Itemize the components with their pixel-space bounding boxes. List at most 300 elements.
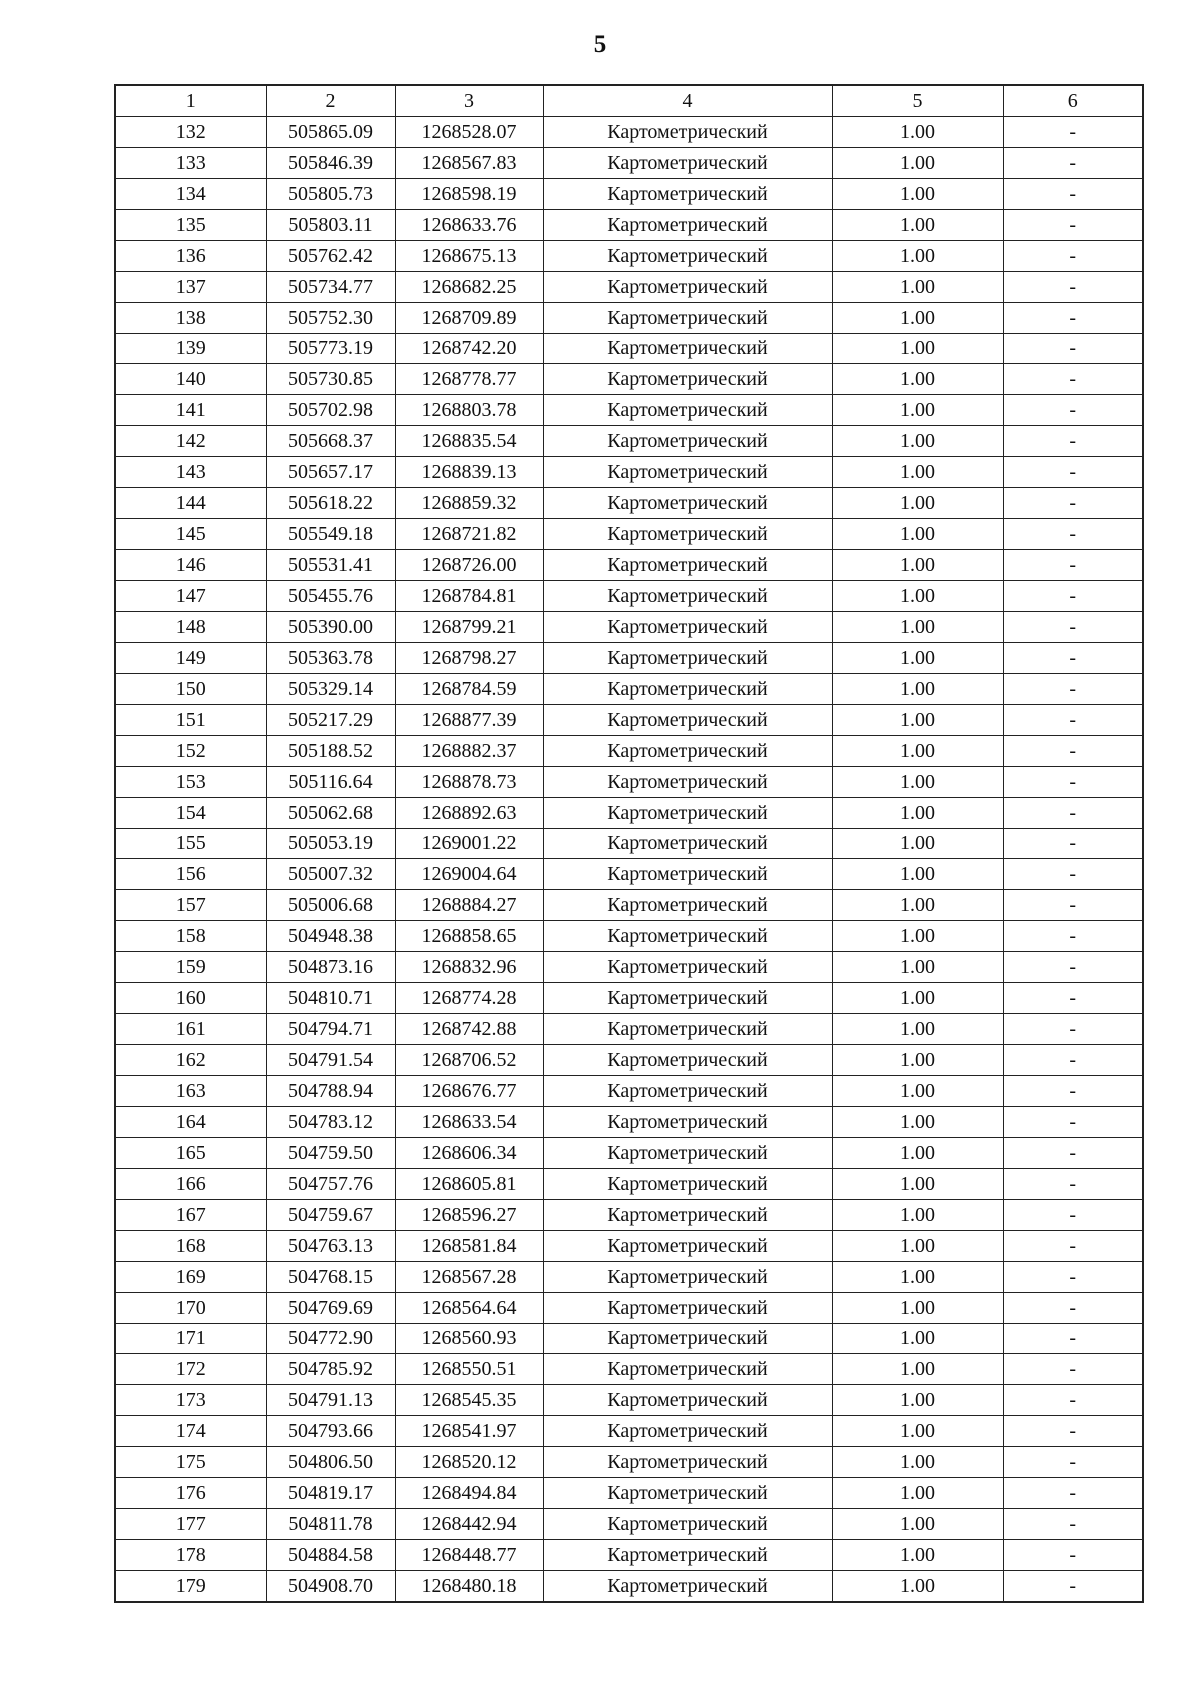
- y-coordinate-cell: 1268799.21: [395, 611, 543, 642]
- description-cell: -: [1003, 1447, 1143, 1478]
- table-row: [115, 828, 1143, 859]
- method-cell: Картометрический: [543, 178, 832, 209]
- accuracy-cell: 1.00: [832, 1385, 1003, 1416]
- method-cell: Картометрический: [543, 1045, 832, 1076]
- x-coordinate-cell: 505730.85: [266, 364, 395, 395]
- method-cell: Картометрический: [543, 1261, 832, 1292]
- y-coordinate-cell: 1269004.64: [395, 859, 543, 890]
- accuracy-cell: 1.00: [832, 983, 1003, 1014]
- y-coordinate-cell: 1268798.27: [395, 642, 543, 673]
- description-cell: -: [1003, 1261, 1143, 1292]
- point-number-cell: 136: [115, 240, 266, 271]
- y-coordinate-cell: 1268633.54: [395, 1106, 543, 1137]
- table-row: [115, 1447, 1143, 1478]
- y-coordinate-cell: 1268545.35: [395, 1385, 543, 1416]
- y-coordinate-cell: 1268605.81: [395, 1168, 543, 1199]
- point-number-cell: 140: [115, 364, 266, 395]
- method-cell: Картометрический: [543, 271, 832, 302]
- table-row: [115, 581, 1143, 612]
- accuracy-cell: 1.00: [832, 550, 1003, 581]
- description-cell: -: [1003, 147, 1143, 178]
- x-coordinate-cell: 505217.29: [266, 704, 395, 735]
- method-cell: Картометрический: [543, 828, 832, 859]
- point-number-cell: 170: [115, 1292, 266, 1323]
- x-coordinate-cell: 504759.67: [266, 1199, 395, 1230]
- coordinates-table: [114, 84, 1144, 1603]
- accuracy-cell: 1.00: [832, 178, 1003, 209]
- accuracy-cell: 1.00: [832, 1323, 1003, 1354]
- point-number-cell: 175: [115, 1447, 266, 1478]
- description-cell: -: [1003, 1106, 1143, 1137]
- method-cell: Картометрический: [543, 302, 832, 333]
- y-coordinate-cell: 1268742.20: [395, 333, 543, 364]
- description-cell: -: [1003, 642, 1143, 673]
- accuracy-cell: 1.00: [832, 890, 1003, 921]
- table-row: [115, 1354, 1143, 1385]
- point-number-cell: 161: [115, 1014, 266, 1045]
- accuracy-cell: 1.00: [832, 581, 1003, 612]
- x-coordinate-cell: 505773.19: [266, 333, 395, 364]
- x-coordinate-cell: 504873.16: [266, 952, 395, 983]
- x-coordinate-cell: 505390.00: [266, 611, 395, 642]
- description-cell: -: [1003, 797, 1143, 828]
- table-row: [115, 859, 1143, 890]
- y-coordinate-cell: 1268784.59: [395, 673, 543, 704]
- y-coordinate-cell: 1268480.18: [395, 1571, 543, 1602]
- method-cell: Картометрический: [543, 1230, 832, 1261]
- description-cell: -: [1003, 890, 1143, 921]
- x-coordinate-cell: 505363.78: [266, 642, 395, 673]
- point-number-cell: 178: [115, 1540, 266, 1571]
- point-number-cell: 176: [115, 1478, 266, 1509]
- description-cell: -: [1003, 828, 1143, 859]
- method-cell: Картометрический: [543, 426, 832, 457]
- x-coordinate-cell: 504759.50: [266, 1137, 395, 1168]
- description-cell: -: [1003, 488, 1143, 519]
- description-cell: -: [1003, 426, 1143, 457]
- description-cell: -: [1003, 1230, 1143, 1261]
- point-number-cell: 155: [115, 828, 266, 859]
- accuracy-cell: 1.00: [832, 1540, 1003, 1571]
- table-row: [115, 642, 1143, 673]
- point-number-cell: 157: [115, 890, 266, 921]
- accuracy-cell: 1.00: [832, 147, 1003, 178]
- method-cell: Картометрический: [543, 1509, 832, 1540]
- y-coordinate-cell: 1268839.13: [395, 457, 543, 488]
- table-row: [115, 550, 1143, 581]
- method-cell: Картометрический: [543, 1106, 832, 1137]
- column-header-6: 6: [1003, 85, 1143, 116]
- table-row: [115, 673, 1143, 704]
- accuracy-cell: 1.00: [832, 735, 1003, 766]
- accuracy-cell: 1.00: [832, 828, 1003, 859]
- description-cell: -: [1003, 209, 1143, 240]
- point-number-cell: 139: [115, 333, 266, 364]
- point-number-cell: 133: [115, 147, 266, 178]
- y-coordinate-cell: 1268877.39: [395, 704, 543, 735]
- y-coordinate-cell: 1268884.27: [395, 890, 543, 921]
- method-cell: Картометрический: [543, 611, 832, 642]
- description-cell: -: [1003, 735, 1143, 766]
- x-coordinate-cell: 504791.54: [266, 1045, 395, 1076]
- x-coordinate-cell: 505702.98: [266, 395, 395, 426]
- y-coordinate-cell: 1268859.32: [395, 488, 543, 519]
- point-number-cell: 132: [115, 116, 266, 147]
- accuracy-cell: 1.00: [832, 1168, 1003, 1199]
- x-coordinate-cell: 504794.71: [266, 1014, 395, 1045]
- description-cell: -: [1003, 395, 1143, 426]
- x-coordinate-cell: 505188.52: [266, 735, 395, 766]
- point-number-cell: 141: [115, 395, 266, 426]
- table-row: [115, 1292, 1143, 1323]
- page-number: 5: [593, 31, 607, 58]
- table-row: [115, 147, 1143, 178]
- column-header-1: 1: [115, 85, 266, 116]
- table-row: [115, 1168, 1143, 1199]
- method-cell: Картометрический: [543, 364, 832, 395]
- y-coordinate-cell: 1268778.77: [395, 364, 543, 395]
- column-header-3: 3: [395, 85, 543, 116]
- method-cell: Картометрический: [543, 1137, 832, 1168]
- table-row: [115, 1478, 1143, 1509]
- description-cell: -: [1003, 240, 1143, 271]
- y-coordinate-cell: 1268726.00: [395, 550, 543, 581]
- method-cell: Картометрический: [543, 1478, 832, 1509]
- column-header-2: 2: [266, 85, 395, 116]
- method-cell: Картометрический: [543, 1540, 832, 1571]
- table-row: [115, 240, 1143, 271]
- x-coordinate-cell: 504788.94: [266, 1076, 395, 1107]
- method-cell: Картометрический: [543, 642, 832, 673]
- x-coordinate-cell: 505618.22: [266, 488, 395, 519]
- point-number-cell: 142: [115, 426, 266, 457]
- method-cell: Картометрический: [543, 1354, 832, 1385]
- table-row: [115, 116, 1143, 147]
- table-row: [115, 1261, 1143, 1292]
- accuracy-cell: 1.00: [832, 1230, 1003, 1261]
- point-number-cell: 154: [115, 797, 266, 828]
- point-number-cell: 164: [115, 1106, 266, 1137]
- accuracy-cell: 1.00: [832, 1106, 1003, 1137]
- table-row: [115, 890, 1143, 921]
- table-row: [115, 1385, 1143, 1416]
- point-number-cell: 162: [115, 1045, 266, 1076]
- y-coordinate-cell: 1268858.65: [395, 921, 543, 952]
- description-cell: -: [1003, 457, 1143, 488]
- method-cell: Картометрический: [543, 519, 832, 550]
- table-row: [115, 611, 1143, 642]
- point-number-cell: 172: [115, 1354, 266, 1385]
- method-cell: Картометрический: [543, 735, 832, 766]
- y-coordinate-cell: 1268606.34: [395, 1137, 543, 1168]
- y-coordinate-cell: 1268633.76: [395, 209, 543, 240]
- method-cell: Картометрический: [543, 333, 832, 364]
- description-cell: -: [1003, 704, 1143, 735]
- accuracy-cell: 1.00: [832, 1509, 1003, 1540]
- description-cell: -: [1003, 1292, 1143, 1323]
- point-number-cell: 143: [115, 457, 266, 488]
- column-header-5: 5: [832, 85, 1003, 116]
- accuracy-cell: 1.00: [832, 1045, 1003, 1076]
- point-number-cell: 160: [115, 983, 266, 1014]
- method-cell: Картометрический: [543, 1014, 832, 1045]
- table-row: [115, 209, 1143, 240]
- point-number-cell: 159: [115, 952, 266, 983]
- method-cell: Картометрический: [543, 704, 832, 735]
- point-number-cell: 137: [115, 271, 266, 302]
- point-number-cell: 153: [115, 766, 266, 797]
- description-cell: -: [1003, 550, 1143, 581]
- x-coordinate-cell: 505062.68: [266, 797, 395, 828]
- y-coordinate-cell: 1268835.54: [395, 426, 543, 457]
- x-coordinate-cell: 504948.38: [266, 921, 395, 952]
- accuracy-cell: 1.00: [832, 704, 1003, 735]
- description-cell: -: [1003, 1199, 1143, 1230]
- accuracy-cell: 1.00: [832, 642, 1003, 673]
- table-header-row: [115, 85, 1143, 116]
- description-cell: -: [1003, 611, 1143, 642]
- method-cell: Картометрический: [543, 766, 832, 797]
- point-number-cell: 173: [115, 1385, 266, 1416]
- y-coordinate-cell: 1268541.97: [395, 1416, 543, 1447]
- accuracy-cell: 1.00: [832, 952, 1003, 983]
- table-row: [115, 1106, 1143, 1137]
- table-row: [115, 302, 1143, 333]
- table-row: [115, 797, 1143, 828]
- y-coordinate-cell: 1268528.07: [395, 116, 543, 147]
- x-coordinate-cell: 505549.18: [266, 519, 395, 550]
- x-coordinate-cell: 504769.69: [266, 1292, 395, 1323]
- accuracy-cell: 1.00: [832, 364, 1003, 395]
- y-coordinate-cell: 1268550.51: [395, 1354, 543, 1385]
- accuracy-cell: 1.00: [832, 1292, 1003, 1323]
- accuracy-cell: 1.00: [832, 1261, 1003, 1292]
- description-cell: -: [1003, 581, 1143, 612]
- method-cell: Картометрический: [543, 1447, 832, 1478]
- accuracy-cell: 1.00: [832, 1354, 1003, 1385]
- x-coordinate-cell: 505805.73: [266, 178, 395, 209]
- table-row: [115, 1076, 1143, 1107]
- y-coordinate-cell: 1268448.77: [395, 1540, 543, 1571]
- x-coordinate-cell: 505455.76: [266, 581, 395, 612]
- description-cell: -: [1003, 1014, 1143, 1045]
- x-coordinate-cell: 504757.76: [266, 1168, 395, 1199]
- table-row: [115, 1230, 1143, 1261]
- table-row: [115, 1571, 1143, 1602]
- description-cell: -: [1003, 1045, 1143, 1076]
- table-row: [115, 333, 1143, 364]
- accuracy-cell: 1.00: [832, 333, 1003, 364]
- method-cell: Картометрический: [543, 1571, 832, 1602]
- point-number-cell: 150: [115, 673, 266, 704]
- description-cell: -: [1003, 116, 1143, 147]
- point-number-cell: 148: [115, 611, 266, 642]
- accuracy-cell: 1.00: [832, 1478, 1003, 1509]
- accuracy-cell: 1.00: [832, 1199, 1003, 1230]
- y-coordinate-cell: 1269001.22: [395, 828, 543, 859]
- table-row: [115, 395, 1143, 426]
- x-coordinate-cell: 505657.17: [266, 457, 395, 488]
- method-cell: Картометрический: [543, 890, 832, 921]
- table-row: [115, 1014, 1143, 1045]
- accuracy-cell: 1.00: [832, 611, 1003, 642]
- x-coordinate-cell: 504884.58: [266, 1540, 395, 1571]
- table-row: [115, 364, 1143, 395]
- y-coordinate-cell: 1268721.82: [395, 519, 543, 550]
- x-coordinate-cell: 504811.78: [266, 1509, 395, 1540]
- y-coordinate-cell: 1268564.64: [395, 1292, 543, 1323]
- y-coordinate-cell: 1268774.28: [395, 983, 543, 1014]
- y-coordinate-cell: 1268676.77: [395, 1076, 543, 1107]
- x-coordinate-cell: 505734.77: [266, 271, 395, 302]
- x-coordinate-cell: 504793.66: [266, 1416, 395, 1447]
- description-cell: -: [1003, 364, 1143, 395]
- method-cell: Картометрический: [543, 1199, 832, 1230]
- x-coordinate-cell: 505329.14: [266, 673, 395, 704]
- x-coordinate-cell: 504806.50: [266, 1447, 395, 1478]
- y-coordinate-cell: 1268742.88: [395, 1014, 543, 1045]
- description-cell: -: [1003, 1323, 1143, 1354]
- point-number-cell: 151: [115, 704, 266, 735]
- method-cell: Картометрический: [543, 147, 832, 178]
- x-coordinate-cell: 505752.30: [266, 302, 395, 333]
- accuracy-cell: 1.00: [832, 426, 1003, 457]
- point-number-cell: 171: [115, 1323, 266, 1354]
- y-coordinate-cell: 1268675.13: [395, 240, 543, 271]
- x-coordinate-cell: 504908.70: [266, 1571, 395, 1602]
- description-cell: -: [1003, 178, 1143, 209]
- accuracy-cell: 1.00: [832, 673, 1003, 704]
- x-coordinate-cell: 504768.15: [266, 1261, 395, 1292]
- x-coordinate-cell: 505531.41: [266, 550, 395, 581]
- y-coordinate-cell: 1268560.93: [395, 1323, 543, 1354]
- x-coordinate-cell: 504819.17: [266, 1478, 395, 1509]
- x-coordinate-cell: 504791.13: [266, 1385, 395, 1416]
- method-cell: Картометрический: [543, 116, 832, 147]
- point-number-cell: 156: [115, 859, 266, 890]
- point-number-cell: 167: [115, 1199, 266, 1230]
- description-cell: -: [1003, 1168, 1143, 1199]
- table-row: [115, 1137, 1143, 1168]
- y-coordinate-cell: 1268784.81: [395, 581, 543, 612]
- point-number-cell: 138: [115, 302, 266, 333]
- table-row: [115, 735, 1143, 766]
- column-header-4: 4: [543, 85, 832, 116]
- point-number-cell: 163: [115, 1076, 266, 1107]
- y-coordinate-cell: 1268581.84: [395, 1230, 543, 1261]
- x-coordinate-cell: 505865.09: [266, 116, 395, 147]
- point-number-cell: 147: [115, 581, 266, 612]
- method-cell: Картометрический: [543, 859, 832, 890]
- table-row: [115, 178, 1143, 209]
- method-cell: Картометрический: [543, 209, 832, 240]
- description-cell: -: [1003, 1571, 1143, 1602]
- table-body: [115, 116, 1143, 1602]
- point-number-cell: 134: [115, 178, 266, 209]
- description-cell: -: [1003, 1354, 1143, 1385]
- x-coordinate-cell: 504810.71: [266, 983, 395, 1014]
- accuracy-cell: 1.00: [832, 240, 1003, 271]
- table-row: [115, 1199, 1143, 1230]
- y-coordinate-cell: 1268682.25: [395, 271, 543, 302]
- description-cell: -: [1003, 333, 1143, 364]
- accuracy-cell: 1.00: [832, 797, 1003, 828]
- accuracy-cell: 1.00: [832, 859, 1003, 890]
- method-cell: Картометрический: [543, 1323, 832, 1354]
- point-number-cell: 145: [115, 519, 266, 550]
- y-coordinate-cell: 1268520.12: [395, 1447, 543, 1478]
- point-number-cell: 174: [115, 1416, 266, 1447]
- accuracy-cell: 1.00: [832, 395, 1003, 426]
- description-cell: -: [1003, 519, 1143, 550]
- accuracy-cell: 1.00: [832, 766, 1003, 797]
- y-coordinate-cell: 1268494.84: [395, 1478, 543, 1509]
- y-coordinate-cell: 1268567.83: [395, 147, 543, 178]
- accuracy-cell: 1.00: [832, 1416, 1003, 1447]
- table-row: [115, 704, 1143, 735]
- method-cell: Картометрический: [543, 457, 832, 488]
- y-coordinate-cell: 1268442.94: [395, 1509, 543, 1540]
- description-cell: -: [1003, 1385, 1143, 1416]
- method-cell: Картометрический: [543, 550, 832, 581]
- x-coordinate-cell: 504763.13: [266, 1230, 395, 1261]
- accuracy-cell: 1.00: [832, 921, 1003, 952]
- x-coordinate-cell: 504785.92: [266, 1354, 395, 1385]
- table-row: [115, 1045, 1143, 1076]
- point-number-cell: 135: [115, 209, 266, 240]
- point-number-cell: 177: [115, 1509, 266, 1540]
- x-coordinate-cell: 505006.68: [266, 890, 395, 921]
- description-cell: -: [1003, 271, 1143, 302]
- method-cell: Картометрический: [543, 395, 832, 426]
- table-row: [115, 457, 1143, 488]
- y-coordinate-cell: 1268567.28: [395, 1261, 543, 1292]
- method-cell: Картометрический: [543, 673, 832, 704]
- method-cell: Картометрический: [543, 952, 832, 983]
- table-row: [115, 426, 1143, 457]
- method-cell: Картометрический: [543, 488, 832, 519]
- description-cell: -: [1003, 859, 1143, 890]
- accuracy-cell: 1.00: [832, 116, 1003, 147]
- point-number-cell: 179: [115, 1571, 266, 1602]
- x-coordinate-cell: 505762.42: [266, 240, 395, 271]
- accuracy-cell: 1.00: [832, 457, 1003, 488]
- accuracy-cell: 1.00: [832, 1014, 1003, 1045]
- description-cell: -: [1003, 673, 1143, 704]
- method-cell: Картометрический: [543, 1416, 832, 1447]
- accuracy-cell: 1.00: [832, 209, 1003, 240]
- x-coordinate-cell: 505803.11: [266, 209, 395, 240]
- table-row: [115, 488, 1143, 519]
- point-number-cell: 166: [115, 1168, 266, 1199]
- accuracy-cell: 1.00: [832, 302, 1003, 333]
- x-coordinate-cell: 505053.19: [266, 828, 395, 859]
- accuracy-cell: 1.00: [832, 1076, 1003, 1107]
- x-coordinate-cell: 505116.64: [266, 766, 395, 797]
- point-number-cell: 168: [115, 1230, 266, 1261]
- point-number-cell: 144: [115, 488, 266, 519]
- accuracy-cell: 1.00: [832, 1137, 1003, 1168]
- table-row: [115, 271, 1143, 302]
- x-coordinate-cell: 504783.12: [266, 1106, 395, 1137]
- x-coordinate-cell: 505668.37: [266, 426, 395, 457]
- accuracy-cell: 1.00: [832, 1447, 1003, 1478]
- x-coordinate-cell: 505007.32: [266, 859, 395, 890]
- accuracy-cell: 1.00: [832, 488, 1003, 519]
- point-number-cell: 165: [115, 1137, 266, 1168]
- table-row: [115, 1540, 1143, 1571]
- method-cell: Картометрический: [543, 1168, 832, 1199]
